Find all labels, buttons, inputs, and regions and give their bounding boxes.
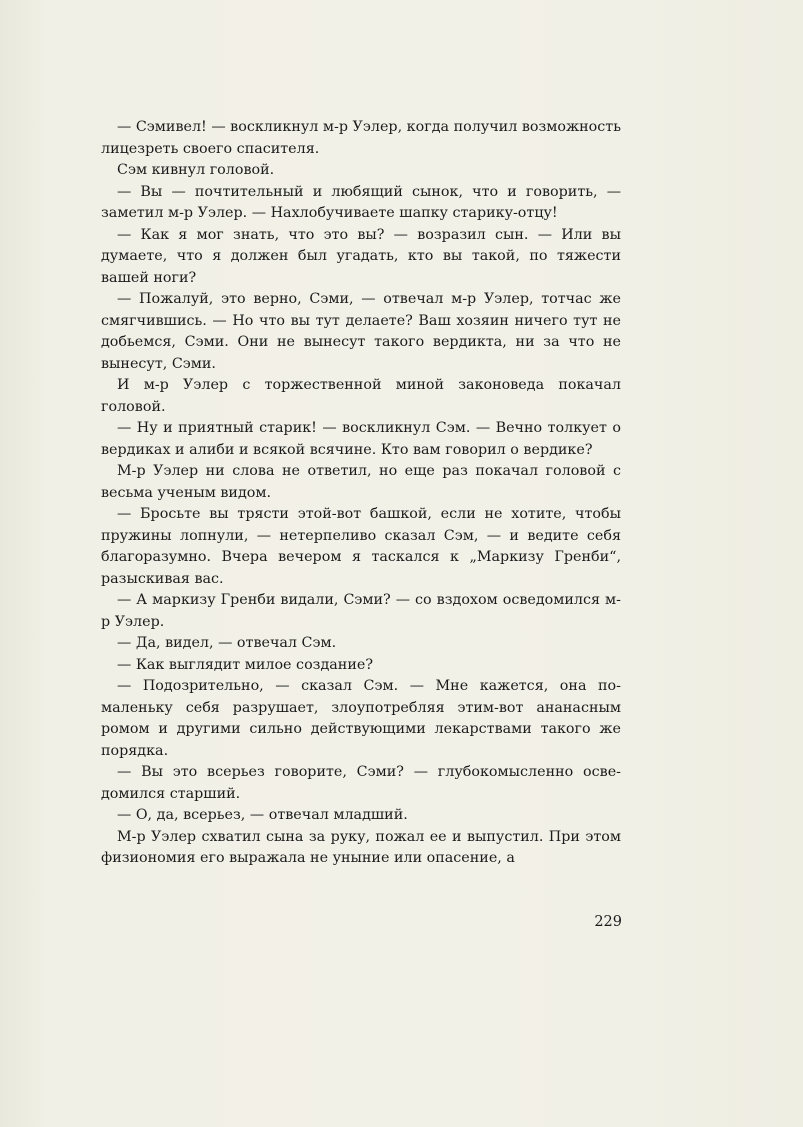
paragraph: — Пожалуй, это верно, Сэми, — отвечал м-р Уэлер, тотчас же смягчившись. — Но что вы тут делаете? Ваш хозяин ничего тут не добьемся, Сэми. Они не вынесут такого вердикта, ни за что не вынесут, Сэми. [101, 291, 621, 372]
paragraph: — Как выглядит милое создание? [117, 656, 373, 673]
paragraph: — Бросьте вы трясти этой-вот башкой, если не хотите, чтобы пружины лопнули, — нетерпеливо сказал Сэм, — и ведите себя благоразумно. Вчера вечером я таскался к „Маркизу Гренби“, разыскивая вас. [101, 506, 621, 587]
paragraph: М-р Уэлер схватил сына за руку, пожал ее и выпустил. При этом физиономия его выражала не уныние или опасение, а [101, 828, 621, 866]
paragraph: — Сэмивел! — воскликнул м-р Уэлер, когда получил возможность лицезреть своего спасителя. [101, 119, 621, 157]
paragraph: — А маркизу Гренби видали, Сэми? — со вздохом осведомился м-р Уэлер. [101, 592, 621, 630]
body-text [101, 117, 621, 870]
paragraph: — Вы — почтительный и любящий сынок, что и говорить, — заметил м-р Уэлер. — Нахлобучиваете шапку старику-отцу! [101, 183, 621, 221]
paragraph: — Да, видел, — отвечал Сэм. [117, 635, 337, 651]
page-number: 229 [594, 914, 622, 930]
paragraph: Сэм кивнул головой. [117, 162, 275, 178]
paragraph: М-р Уэлер ни слова не ответил, но еще раз покачал головой с весьма ученым видом. [101, 463, 621, 501]
paragraph: — Подозрительно, — сказал Сэм. — Мне кажется, она помаленьку себя разрушает, злоупотребляя этим-вот ананасным ромом и другими сильно действующими лекарствами такого же порядка. [101, 678, 621, 759]
paragraph: — Вы это всерьез говорите, Сэми? — глубокомысленно осведомился старший. [101, 764, 621, 802]
paragraph: И м-р Уэлер с торжественной миной законоведа покачал головой. [101, 377, 621, 415]
paragraph: — Ну и приятный старик! — воскликнул Сэм. — Вечно толкует о вердиках и алиби и всякой всячине. Кто вам говорил о вердике? [101, 420, 621, 458]
paragraph: — О, да, всерьез, — отвечал младший. [117, 807, 408, 823]
paragraph: — Как я мог знать, что это вы? — возразил сын. — Или вы думаете, что я должен был угадать, кто вы такой, по тяжести вашей ноги? [101, 226, 621, 286]
